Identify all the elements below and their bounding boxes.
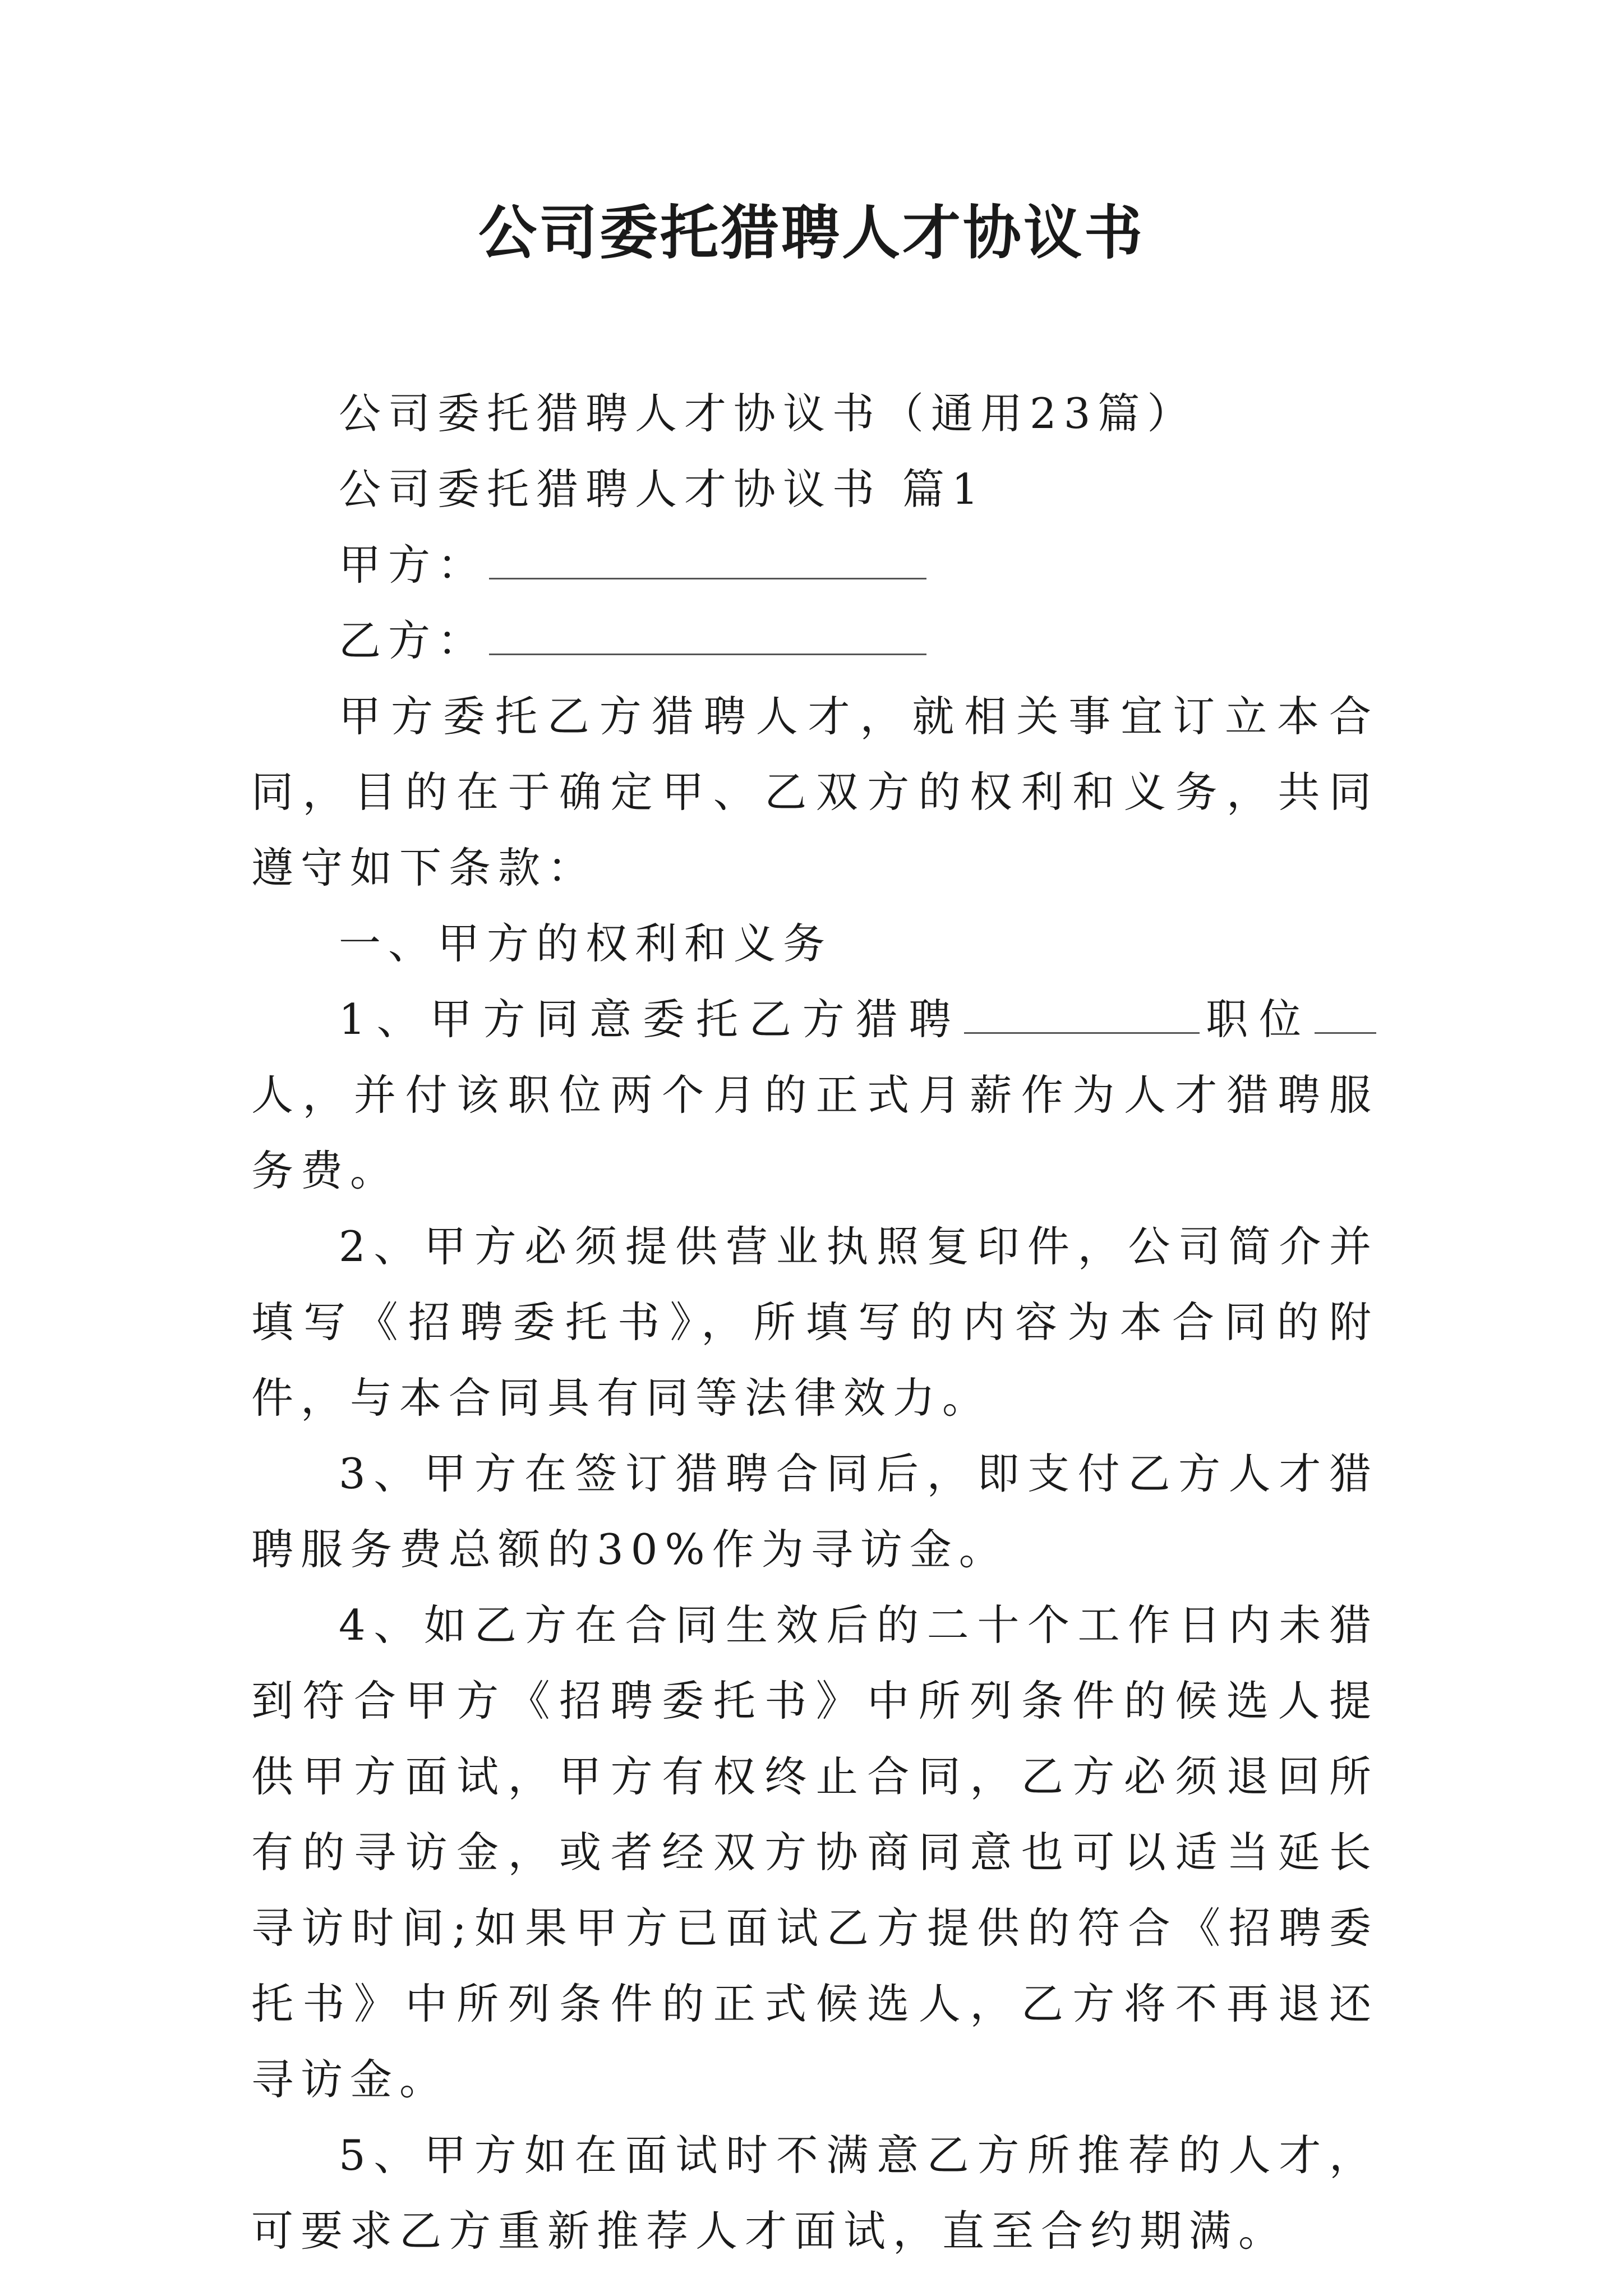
clause-1-text-a: 1、甲方同意委托乙方猎聘 bbox=[339, 995, 962, 1044]
headcount-blank bbox=[1315, 1032, 1376, 1034]
position-blank bbox=[964, 1032, 1200, 1034]
section-heading: 公司委托猎聘人才协议书 篇1 bbox=[339, 464, 986, 514]
party-a-blank bbox=[489, 577, 926, 579]
party-b-blank bbox=[489, 653, 926, 655]
clause-1-text-b: 职位 bbox=[1202, 995, 1312, 1044]
party-a-line bbox=[251, 527, 1378, 603]
clause-5: 5、甲方如在面试时不满意乙方所推荐的人才，可要求乙方重新推荐人才面试，直至合约期满。 bbox=[251, 2131, 1378, 2256]
clause-1 bbox=[251, 982, 1378, 1209]
clause-3: 3、甲方在签订猎聘合同后，即支付乙方人才猎聘服务费总额的30%作为寻访金。 bbox=[251, 1449, 1378, 1574]
party-b-line bbox=[251, 603, 1378, 679]
clause-4: 4、如乙方在合同生效后的二十个工作日内未猎到符合甲方《招聘委托书》中所列条件的候选人提供甲方面试，甲方有权终止合同，乙方必须退回所有的寻访金，或者经双方协商同意也可以适当延长寻访时间;如果甲方已面试乙方提供的符合《招聘委托书》中所列条件的正式候选人，乙方将不再退还寻访金。 bbox=[251, 1600, 1378, 2104]
intro-paragraph: 甲方委托乙方猎聘人才，就相关事宜订立本合同，目的在于确定甲、乙双方的权利和义务，共同遵守如下条款： bbox=[251, 692, 1378, 892]
party-b-label: 乙方： bbox=[339, 616, 487, 665]
document-title: 公司委托猎聘人才协议书 bbox=[478, 198, 1145, 267]
document-body bbox=[251, 376, 1378, 2269]
clause-2: 2、甲方必须提供营业执照复印件，公司简介并填写《招聘委托书》，所填写的内容为本合同的附件，与本合同具有同等法律效力。 bbox=[251, 1222, 1378, 1423]
party-a-label: 甲方： bbox=[339, 540, 487, 590]
clause-1-text-c: 人，并付该职位两个月的正式月薪作为人才猎聘服务费。 bbox=[251, 1070, 1378, 1195]
part-one-heading: 一、甲方的权利和义务 bbox=[339, 919, 833, 968]
document-subtitle: 公司委托猎聘人才协议书（通用23篇） bbox=[339, 389, 1197, 438]
